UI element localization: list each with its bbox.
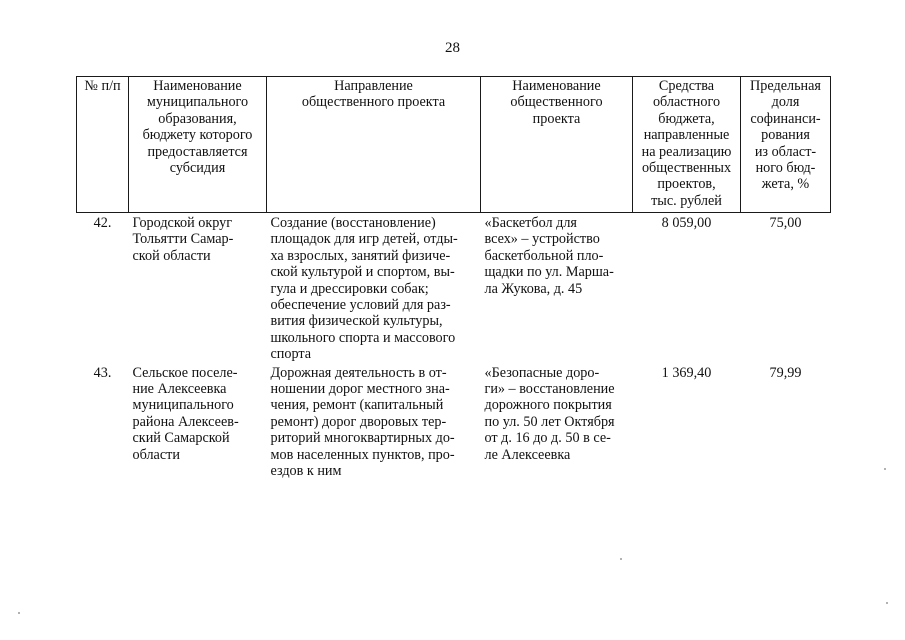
row-municipality: Городской округ Тольятти Самар- ской области <box>132 215 234 264</box>
scan-speck <box>886 602 888 604</box>
header-direction: Направление общественного проекта <box>267 77 481 213</box>
row-project: «Безопасные доро- ги» – восстановление дорожного покрытия по ул. 50 лет Октября от д. 16 до д. 50 в се- ле Алексеевка <box>484 364 615 463</box>
header-municipality: Наименование муниципального образования, бюджету которого предоставляется субсидия <box>129 77 267 213</box>
row-share: 79,99 <box>769 364 802 381</box>
scan-speck <box>884 468 886 470</box>
row-direction: Дорожная деятельность в от- ношении дорог местного зна- чения, ремонт (капитальный ремонт) дорог дворовых тер- риторий многоквартирных до- мов населенных пунктов, про- ездов к ним <box>270 364 455 480</box>
header-share: Предельная доля софинанси- рования из област- ного бюд- жета, % <box>741 77 831 213</box>
subsidy-table <box>76 76 831 480</box>
scan-speck <box>18 612 20 614</box>
row-number: 43. <box>93 364 112 381</box>
header-number: № п/п <box>77 77 129 213</box>
row-number: 42. <box>93 215 112 231</box>
row-amount: 1 369,40 <box>661 364 712 381</box>
row-project: «Баскетбол для всех» – устройство баскетбольной пло- щадки по ул. Марша- ла Жукова, д. 45 <box>484 215 614 297</box>
page-number: 28 <box>445 40 460 56</box>
row-municipality: Сельское поселе- ние Алексеевка муниципального района Алексеев- ский Самарской области <box>132 364 239 463</box>
table-row <box>77 363 831 480</box>
header-amount: Средства областного бюджета, направленные на реализацию общественных проектов, тыс. рублей <box>633 77 741 213</box>
row-direction: Создание (восстановление) площадок для игр детей, отды- ха взрослых, занятий физиче- ской культурой и спортом, вы- гула и дрессировки собак; обеспечение условий для раз- вития физической культуры, школьного спорта и массового спорта <box>270 215 458 363</box>
row-share: 75,00 <box>769 215 802 231</box>
scan-speck <box>620 558 622 560</box>
table-header-row <box>77 77 831 213</box>
row-amount: 8 059,00 <box>661 215 712 231</box>
table-row <box>77 213 831 363</box>
header-project: Наименование общественного проекта <box>481 77 633 213</box>
